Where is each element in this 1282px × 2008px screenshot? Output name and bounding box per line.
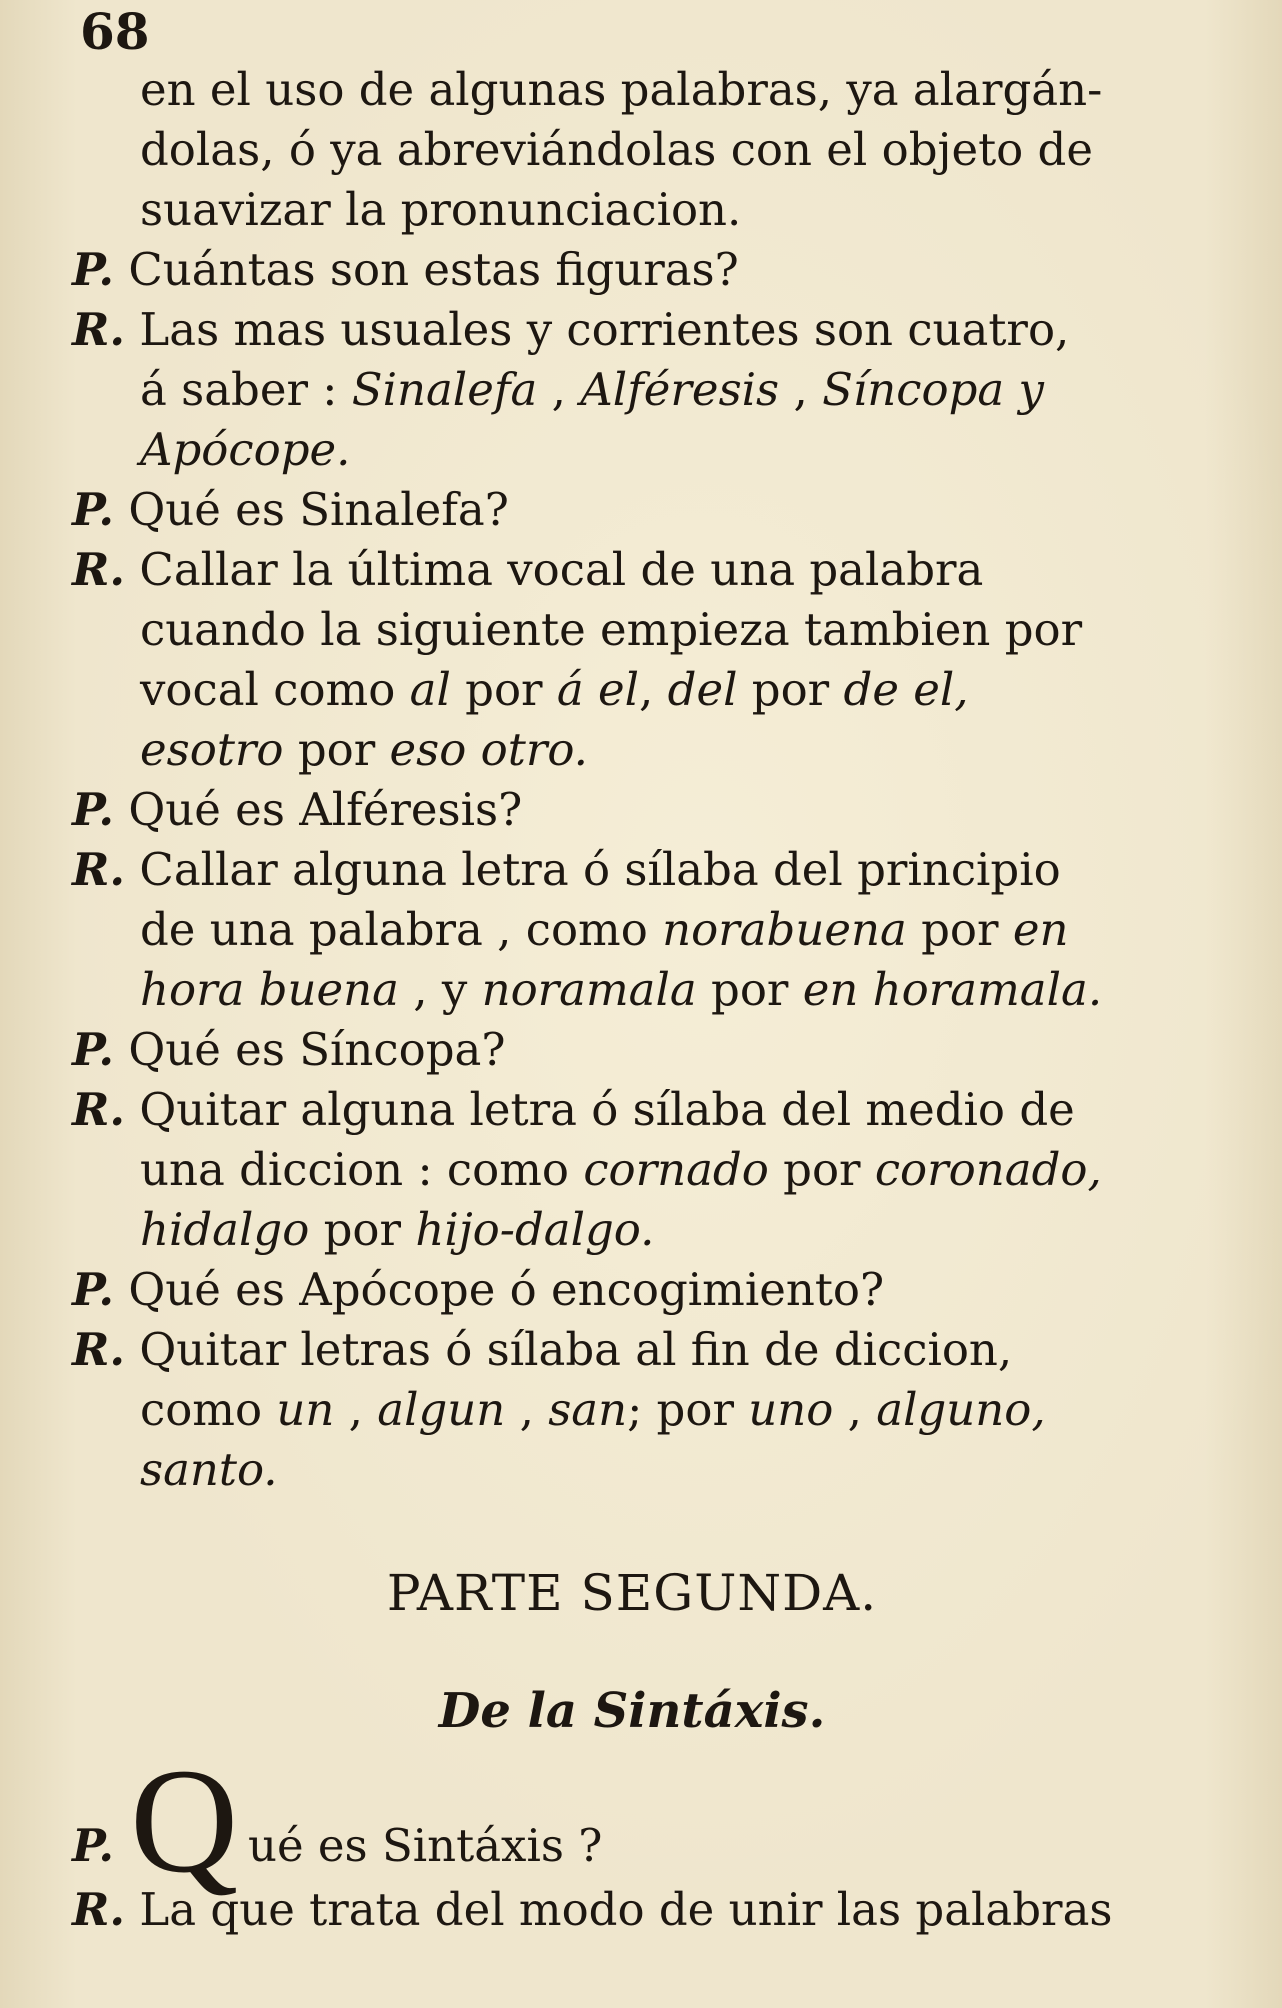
answer-text: como — [140, 1383, 277, 1436]
question-text: Qué es Síncopa? — [128, 1023, 506, 1076]
term-italic: Alféresis — [580, 363, 780, 416]
question-text: Qué es Sinalefa? — [128, 483, 509, 536]
term-italic: en — [1012, 903, 1069, 956]
answer-text: por — [309, 1203, 416, 1256]
answer-text: , — [537, 363, 581, 416]
answer-text: por — [283, 723, 390, 776]
page-number: 68 — [80, 2, 150, 61]
term-italic: hijo-dalgo. — [415, 1203, 655, 1256]
speaker-r: R. — [72, 543, 126, 596]
answer-text: , — [505, 1383, 549, 1436]
answer-text: por — [768, 1143, 875, 1196]
answer-text: una diccion : como — [140, 1143, 584, 1196]
answer-text: , — [639, 663, 668, 716]
speaker-p: P. — [72, 1023, 115, 1076]
answer-text: por — [696, 963, 803, 1016]
term-italic: noramala — [481, 963, 697, 1016]
text-line: dolas, ó ya abreviándolas con el objeto de — [140, 123, 1093, 176]
answer-line — [72, 960, 1192, 1020]
answer-line — [72, 1440, 1192, 1500]
answer-text: por — [737, 663, 844, 716]
answer-text: , — [833, 1383, 877, 1436]
section-heading: PARTE SEGUNDA. — [386, 1564, 878, 1622]
term-italic: en horamala. — [802, 963, 1103, 1016]
answer-text: por — [906, 903, 1013, 956]
term-italic: norabuena — [662, 903, 907, 956]
answer-text: , y — [398, 963, 482, 1016]
answer-text: Callar la última vocal de una palabra — [139, 543, 984, 596]
answer-text: Callar alguna letra ó sílaba del principio — [139, 843, 1061, 896]
answer-line — [72, 840, 1192, 900]
speaker-r: R. — [72, 303, 126, 356]
speaker-p: P. — [72, 783, 115, 836]
question-line — [72, 1260, 1192, 1320]
term-italic: á el — [556, 663, 640, 716]
answer-text: por — [450, 663, 557, 716]
answer-line — [72, 540, 1192, 600]
term-italic: coronado, — [874, 1143, 1102, 1196]
answer-line: cuando la siguiente empieza tambien por — [140, 603, 1083, 656]
term-italic: algun — [377, 1383, 506, 1436]
answer-line — [72, 1080, 1192, 1140]
dropcap-question-line — [72, 1738, 1192, 1904]
answer-line — [72, 300, 1192, 360]
text-line: suavizar la pronunciacion. — [140, 183, 742, 236]
term-italic: Apócope. — [140, 423, 351, 476]
term-italic: santo. — [140, 1443, 278, 1496]
speaker-p: P. — [72, 1263, 115, 1316]
term-italic: cornado — [583, 1143, 769, 1196]
question-line — [72, 480, 1192, 540]
question-line — [72, 780, 1192, 840]
term-italic: un — [276, 1383, 335, 1436]
question-line — [72, 240, 1192, 300]
text-line: en el uso de algunas palabras, ya alargán- — [140, 63, 1103, 116]
term-italic: Sinalefa — [351, 363, 538, 416]
answer-line — [72, 1380, 1192, 1440]
answer-line — [72, 660, 1192, 720]
answer-text: vocal como — [140, 663, 410, 716]
speaker-r: R. — [72, 1083, 126, 1136]
answer-line — [72, 1140, 1192, 1200]
speaker-r: R. — [72, 1323, 126, 1376]
speaker-r: R. — [72, 843, 126, 896]
answer-text: ; por — [627, 1383, 749, 1436]
answer-line — [72, 420, 1192, 480]
drop-cap: Q — [130, 1738, 239, 1904]
answer-text: Las mas usuales y corrientes son cuatro, — [139, 303, 1070, 356]
answer-text: Quitar letras ó sílaba al fin de diccion, — [139, 1323, 1013, 1376]
term-italic: eso otro. — [389, 723, 588, 776]
term-italic: hora buena — [140, 963, 399, 1016]
question-text: Cuántas son estas figuras? — [128, 243, 739, 296]
term-italic: alguno, — [876, 1383, 1046, 1436]
answer-line — [72, 1880, 1192, 1940]
question-text: ué es Sintáxis ? — [248, 1819, 603, 1872]
answer-text: , — [779, 363, 823, 416]
question-line — [72, 1020, 1192, 1080]
question-text: Qué es Alféresis? — [128, 783, 523, 836]
speaker-p: P. — [72, 1819, 115, 1872]
section-subheading: De la Sintáxis. — [438, 1683, 826, 1739]
question-text: Qué es Apócope ó encogimiento? — [128, 1263, 885, 1316]
speaker-p: P. — [72, 483, 115, 536]
answer-text: , — [334, 1383, 378, 1436]
answer-line — [72, 360, 1192, 420]
term-italic: al — [409, 663, 451, 716]
answer-line — [72, 900, 1192, 960]
answer-line — [72, 1320, 1192, 1380]
answer-text: de una palabra , como — [140, 903, 663, 956]
speaker-p: P. — [72, 243, 115, 296]
term-italic: esotro — [140, 723, 284, 776]
term-italic: de el, — [843, 663, 969, 716]
term-italic: san — [548, 1383, 628, 1436]
term-italic: uno — [748, 1383, 834, 1436]
speaker-r: R. — [72, 1883, 126, 1936]
page-body — [72, 60, 1192, 1940]
term-italic: Síncopa y — [822, 363, 1044, 416]
term-italic: del — [667, 663, 738, 716]
answer-text: Quitar alguna letra ó sílaba del medio de — [139, 1083, 1075, 1136]
answer-line — [72, 720, 1192, 780]
answer-text: La que trata del modo de unir las palabras — [139, 1883, 1113, 1936]
answer-text: á saber : — [140, 363, 352, 416]
term-italic: hidalgo — [140, 1203, 310, 1256]
answer-line — [72, 1200, 1192, 1260]
